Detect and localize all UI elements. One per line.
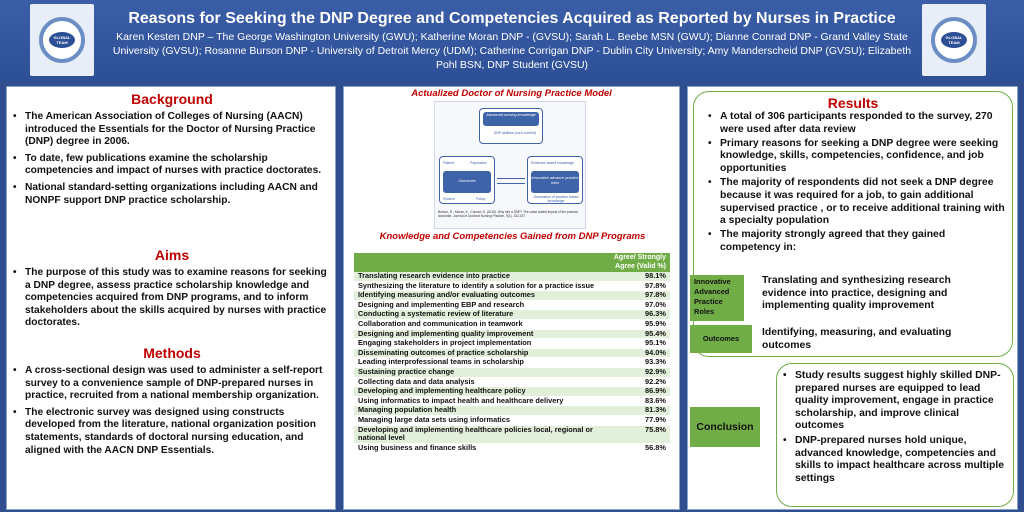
table-cell-value: 95.9%: [600, 319, 670, 329]
list-item: • The majority of respondents did not seek a DNP degree because it was required for a job, to gain additional supervised practice , or to receive additional training with a specialty population: [706, 177, 1006, 228]
logo-text: GLOBAL TEAM: [941, 32, 967, 48]
list-item: • The American Association of Colleges of Nursing (AACN) introduced the Essentials for the Doctor of Nursing Practice (DNP) degree in 2006.: [11, 111, 331, 149]
innovative-roles-tag: Innovative Advanced Practice Roles: [690, 275, 744, 321]
results-heading: Results: [827, 95, 879, 111]
list-item: • The electronic survey was designed using constructs developed from the literature, national organization position statements, standards of doctoral nursing education, and aligned with the AACN DNP Essentials.: [11, 407, 331, 457]
poster-header: [0, 0, 1024, 82]
table-cell-item: Developing and implementing healthcare policy: [354, 387, 600, 397]
table-cell-value: 93.3%: [600, 358, 670, 368]
table-row: [354, 387, 670, 397]
table-row: [354, 319, 670, 329]
table-cell-item: Conducting a systematic review of literature: [354, 310, 600, 320]
list-item: • The majority strongly agreed that they gained competency in:: [706, 229, 1006, 255]
poster-title: Reasons for Seeking the DNP Degree and Competencies Acquired as Reported by Nurses in Practice: [128, 10, 896, 27]
table-cell-value: 92.9%: [600, 367, 670, 377]
model-left-bottom2: Policy: [476, 197, 486, 201]
table-cell-item: Managing population health: [354, 406, 600, 416]
table-cell-item: Engaging stakeholders in project implementation: [354, 339, 600, 349]
model-right-bottom: Generation of practice based knowledge: [533, 195, 579, 203]
background-section: [7, 91, 337, 211]
table-cell-value: 56.8%: [600, 443, 670, 453]
table-header-value: Agree/ Strongly Agree (Valid %): [600, 253, 670, 272]
list-item: • DNP-prepared nurses hold unique, advanced knowledge, competencies and skills to impact healthcare across multiple settings: [781, 435, 1007, 485]
table-cell-item: Managing large data sets using informatics: [354, 415, 600, 425]
table-cell-value: 83.6%: [600, 396, 670, 406]
list-item: • The purpose of this study was to examine reasons for seeking a DNP degree, assess practice scholarship knowledge and competencies acquired from DNP programs, and to inform stakeholders about the skills acquired by nurses with practice doctorates.: [11, 267, 331, 330]
list-item: • To date, few publications examine the scholarship competencies and impact of nurses with practice doctorates.: [11, 153, 331, 178]
model-left-top: Patient: [443, 161, 454, 165]
aims-section: [7, 247, 337, 334]
model-left-label: Outcomes: [458, 179, 476, 183]
dnp-model-diagram: [434, 101, 586, 229]
table-row: [354, 358, 670, 368]
global-team-logo-icon: [931, 17, 977, 63]
table-heading: Knowledge and Competencies Gained from DNP Programs: [379, 231, 646, 242]
conclusion-list: [781, 370, 1007, 485]
competencies-table-body: [354, 272, 670, 453]
model-right-top: Evidence-based knowledge: [531, 161, 574, 165]
conclusion-tag: Conclusion: [690, 407, 760, 447]
table-cell-value: 97.8%: [600, 281, 670, 291]
logo-left: [30, 4, 94, 76]
table-cell-item: Translating research evidence into practice: [354, 272, 600, 281]
table-cell-value: 81.3%: [600, 406, 670, 416]
left-column: [6, 86, 336, 510]
table-cell-value: 95.1%: [600, 339, 670, 349]
conclusion-section: [776, 363, 1014, 507]
table-cell-item: Collecting data and data analysis: [354, 377, 600, 387]
table-cell-value: 86.9%: [600, 387, 670, 397]
table-cell-item: Designing and implementing EBP and research: [354, 300, 600, 310]
results-list: [694, 111, 1012, 255]
table-cell-item: Synthesizing the literature to identify a solution for a practice issue: [354, 281, 600, 291]
model-roles-box: [527, 156, 583, 204]
table-row: [354, 272, 670, 281]
table-cell-item: Leading interprofessional teams in scholarship: [354, 358, 600, 368]
table-cell-value: 98.1%: [600, 272, 670, 281]
model-left-bottom: System: [443, 197, 455, 201]
list-item: • Primary reasons for seeking a DNP degree were seeking knowledge, skills, competencies, confidence, and job opportunities: [706, 138, 1006, 176]
poster-authors: Karen Kesten DNP – The George Washington University (GWU); Katherine Moran DNP - (GVSU); Sarah L. Beebe MSN (GWU); Dianne Conrad DNP - Grand Valley State University (GVSU); Rosanne Burson DNP - University of Detroit Mercy (UDM); Catherine Corrigan DNP - Dublin City University; Amy Manderscheid DNP (GVSU); Elizabeth Pohl BSN, DNP Student (GVSU): [112, 31, 912, 71]
table-row: [354, 291, 670, 301]
table-cell-item: Using business and finance skills: [354, 443, 600, 453]
table-row: [354, 425, 670, 443]
table-cell-value: 96.3%: [600, 310, 670, 320]
background-list: [7, 111, 337, 207]
table-cell-value: 94.0%: [600, 348, 670, 358]
table-cell-value: 77.9%: [600, 415, 670, 425]
logo-right: [922, 4, 986, 76]
table-cell-value: 95.4%: [600, 329, 670, 339]
model-left-top2: Population: [470, 161, 487, 165]
model-right-label: Innovative advance practice roles: [531, 176, 579, 185]
table-cell-item: Identifying measuring and/or evaluating outcomes: [354, 291, 600, 301]
table-row: [354, 443, 670, 453]
table-cell-item: Collaboration and communication in teamwork: [354, 319, 600, 329]
table-header-item: [354, 253, 600, 272]
model-heading: Actualized Doctor of Nursing Practice Model: [411, 88, 612, 99]
model-top-sub: DNP abilities (core content): [493, 131, 537, 135]
methods-list: [7, 365, 337, 457]
table-cell-value: 92.2%: [600, 377, 670, 387]
table-cell-value: 97.0%: [600, 300, 670, 310]
model-knowledge-box: [479, 108, 543, 144]
middle-column: [343, 86, 680, 510]
right-column: [687, 86, 1018, 510]
table-cell-item: Disseminating outcomes of practice scholarship: [354, 348, 600, 358]
list-item: • National standard-setting organizations including AACN and NONPF support DNP practice scholarship.: [11, 182, 331, 207]
table-cell-value: 75.8%: [600, 425, 670, 443]
aims-list: [7, 267, 337, 330]
list-item: • A total of 306 participants responded to the survey, 270 were used after data review: [706, 111, 1006, 137]
logo-text: GLOBAL TEAM: [49, 32, 75, 48]
table-row: [354, 339, 670, 349]
table-cell-item: Developing and implementing healthcare policies local, regional or national level: [354, 425, 600, 443]
methods-section: [7, 345, 337, 461]
list-item: • Study results suggest highly skilled DNP-prepared nurses are equipped to lead quality improvement, engage in practice scholarship, and improve clinical outcomes: [781, 370, 1007, 433]
model-reference: Burson, R., Moran, K., Conrad, D. (2016). Why hire a DNP? The value added impact of the practice doctorate. Journal of Doctoral Nursing Practice, 9(1), 152-157: [438, 210, 579, 218]
table-row: [354, 415, 670, 425]
global-team-logo-icon: [39, 17, 85, 63]
competencies-table: [354, 253, 670, 453]
innovative-roles-text: Translating and synthesizing research evidence into practice, designing and implementing quality improvement: [762, 275, 951, 312]
model-outcomes-box: [439, 156, 495, 204]
table-row: [354, 367, 670, 377]
background-heading: Background: [131, 91, 213, 107]
outcomes-tag: Outcomes: [690, 325, 752, 353]
list-item: • A cross-sectional design was used to administer a self-report survey to a convenience sample of DNP-prepared nurses in practice, recruited from a national membership organization.: [11, 365, 331, 403]
outcomes-text: Identifying, measuring, and evaluating outcomes: [762, 327, 952, 351]
table-cell-value: 97.8%: [600, 291, 670, 301]
model-arrow-icon: [497, 178, 525, 184]
table-cell-item: Using informatics to impact health and healthcare delivery: [354, 396, 600, 406]
table-cell-item: Designing and implementing quality improvement: [354, 329, 600, 339]
table-row: [354, 406, 670, 416]
model-top-label: Advanced nursing knowledge: [486, 113, 536, 117]
table-cell-item: Sustaining practice change: [354, 367, 600, 377]
aims-heading: Aims: [154, 247, 190, 263]
methods-heading: Methods: [143, 345, 201, 361]
